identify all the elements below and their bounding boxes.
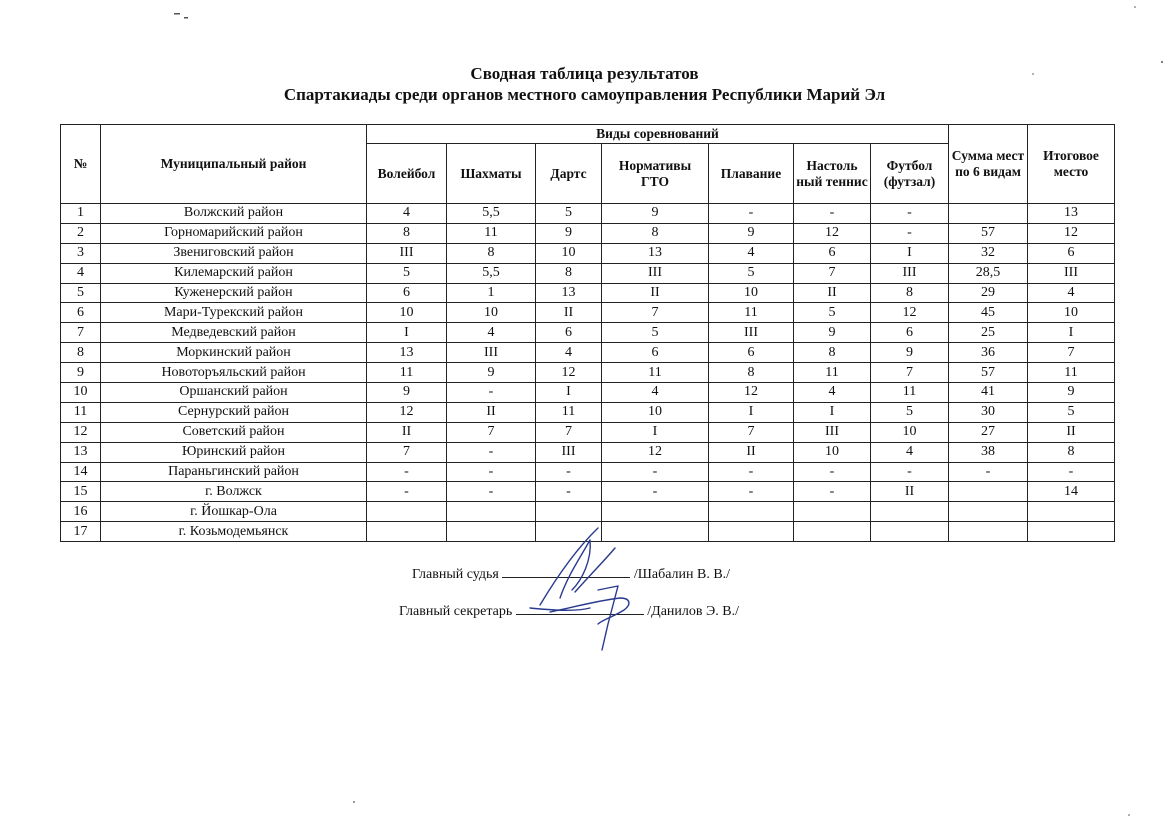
cell-chess: - (447, 482, 536, 502)
cell-swimming: - (709, 462, 794, 482)
cell-table-tennis: 12 (794, 223, 871, 243)
cell-table-tennis: - (794, 462, 871, 482)
cell-table-tennis: III (794, 422, 871, 442)
district-name: Советский район (101, 422, 367, 442)
cell-chess: 5,5 (447, 204, 536, 224)
district-name: Юринский район (101, 442, 367, 462)
cell-football: 4 (871, 442, 949, 462)
cell-darts: III (536, 442, 602, 462)
cell-swimming: 7 (709, 422, 794, 442)
cell-volleyball: 12 (367, 402, 447, 422)
cell-final-place: 6 (1028, 243, 1115, 263)
cell-darts: 6 (536, 323, 602, 343)
district-name: Звениговский район (101, 243, 367, 263)
cell-volleyball: I (367, 323, 447, 343)
cell-table-tennis: 7 (794, 263, 871, 283)
district-name: Горномарийский район (101, 223, 367, 243)
speck (174, 13, 180, 15)
cell-football: I (871, 243, 949, 263)
cell-swimming: 9 (709, 223, 794, 243)
cell-chess: 11 (447, 223, 536, 243)
district-name: Новоторъяльский район (101, 363, 367, 383)
speck (1161, 61, 1163, 63)
row-number: 2 (61, 223, 101, 243)
cell-volleyball: III (367, 243, 447, 263)
header-chess: Шахматы (447, 144, 536, 204)
cell-swimming: 8 (709, 363, 794, 383)
speck (353, 801, 355, 803)
cell-gto: 6 (602, 343, 709, 363)
cell-football: 8 (871, 283, 949, 303)
cell-football: - (871, 223, 949, 243)
cell-football: - (871, 204, 949, 224)
cell-volleyball: 13 (367, 343, 447, 363)
cell-sum: 27 (949, 422, 1028, 442)
cell-table-tennis: 4 (794, 383, 871, 403)
row-number: 15 (61, 482, 101, 502)
cell-table-tennis: 6 (794, 243, 871, 263)
row-number: 3 (61, 243, 101, 263)
cell-football: II (871, 482, 949, 502)
cell-football: 10 (871, 422, 949, 442)
cell-swimming: 12 (709, 383, 794, 403)
header-volleyball: Волейбол (367, 144, 447, 204)
cell-chess: 8 (447, 243, 536, 263)
cell-football: 6 (871, 323, 949, 343)
cell-football: III (871, 263, 949, 283)
cell-gto: I (602, 422, 709, 442)
cell-table-tennis: 9 (794, 323, 871, 343)
cell-darts: 10 (536, 243, 602, 263)
cell-darts: 7 (536, 422, 602, 442)
cell-sum: 28,5 (949, 263, 1028, 283)
cell-volleyball: - (367, 482, 447, 502)
cell-chess: 4 (447, 323, 536, 343)
cell-chess: - (447, 383, 536, 403)
cell-swimming: - (709, 482, 794, 502)
row-number: 11 (61, 402, 101, 422)
cell-sum: 30 (949, 402, 1028, 422)
cell-final-place: 13 (1028, 204, 1115, 224)
cell-chess: 5,5 (447, 263, 536, 283)
cell-final-place: 12 (1028, 223, 1115, 243)
cell-volleyball: 11 (367, 363, 447, 383)
cell-swimming: I (709, 402, 794, 422)
district-name: г. Волжск (101, 482, 367, 502)
cell-chess: 7 (447, 422, 536, 442)
cell-sum: 57 (949, 363, 1028, 383)
cell-swimming: 10 (709, 283, 794, 303)
cell-darts: 12 (536, 363, 602, 383)
cell-gto: 13 (602, 243, 709, 263)
cell-table-tennis: II (794, 283, 871, 303)
cell-final-place: 11 (1028, 363, 1115, 383)
cell-chess: 1 (447, 283, 536, 303)
cell-darts: 9 (536, 223, 602, 243)
district-name: Оршанский район (101, 383, 367, 403)
cell-chess: 10 (447, 303, 536, 323)
cell-darts: 4 (536, 343, 602, 363)
cell-gto: 5 (602, 323, 709, 343)
cell-volleyball: 6 (367, 283, 447, 303)
cell-swimming: II (709, 442, 794, 462)
cell-swimming: 4 (709, 243, 794, 263)
cell-chess: - (447, 442, 536, 462)
cell-swimming: 5 (709, 263, 794, 283)
cell-gto: II (602, 283, 709, 303)
cell-final-place: 7 (1028, 343, 1115, 363)
cell-volleyball: 4 (367, 204, 447, 224)
row-number: 4 (61, 263, 101, 283)
district-name: г. Йошкар-Ола (101, 502, 367, 522)
cell-volleyball: 7 (367, 442, 447, 462)
chief-judge-name: /Шабалин В. В./ (633, 567, 731, 582)
cell-swimming: III (709, 323, 794, 343)
row-number: 10 (61, 383, 101, 403)
cell-darts: I (536, 383, 602, 403)
cell-darts: II (536, 303, 602, 323)
speck (1128, 814, 1130, 816)
cell-sum: 32 (949, 243, 1028, 263)
chief-secretary-label: Главный секретарь (399, 604, 513, 619)
row-number: 14 (61, 462, 101, 482)
cell-volleyball: 5 (367, 263, 447, 283)
cell-gto: III (602, 263, 709, 283)
district-name: Сернурский район (101, 402, 367, 422)
cell-chess: III (447, 343, 536, 363)
row-number: 5 (61, 283, 101, 303)
chief-judge-label: Главный судья (412, 567, 499, 582)
district-name: г. Козьмодемьянск (101, 522, 367, 542)
document-title: Сводная таблица результатов (470, 64, 699, 83)
cell-swimming: 6 (709, 343, 794, 363)
cell-final-place: 4 (1028, 283, 1115, 303)
cell-volleyball: 9 (367, 383, 447, 403)
cell-darts: 11 (536, 402, 602, 422)
row-number: 16 (61, 502, 101, 522)
cell-chess: - (447, 462, 536, 482)
row-number: 8 (61, 343, 101, 363)
cell-football: 9 (871, 343, 949, 363)
cell-football: 12 (871, 303, 949, 323)
cell-final-place: I (1028, 323, 1115, 343)
district-name: Медведевский район (101, 323, 367, 343)
cell-table-tennis: I (794, 402, 871, 422)
header-football: Футбол (футзал) (871, 144, 949, 204)
chief-secretary-name: /Данилов Э. В./ (647, 604, 739, 619)
district-name: Волжский район (101, 204, 367, 224)
row-number: 9 (61, 363, 101, 383)
cell-darts: 5 (536, 204, 602, 224)
cell-swimming: 11 (709, 303, 794, 323)
cell-table-tennis: 8 (794, 343, 871, 363)
cell-final-place: 8 (1028, 442, 1115, 462)
cell-gto: - (602, 482, 709, 502)
header-final-place: Итоговое место (1028, 125, 1115, 204)
cell-darts: 8 (536, 263, 602, 283)
row-number: 13 (61, 442, 101, 462)
cell-final-place: 9 (1028, 383, 1115, 403)
cell-volleyball: 10 (367, 303, 447, 323)
cell-table-tennis: 11 (794, 363, 871, 383)
cell-final-place: - (1028, 462, 1115, 482)
district-name: Килемарский район (101, 263, 367, 283)
cell-sum: 57 (949, 223, 1028, 243)
cell-swimming: - (709, 204, 794, 224)
speck (184, 17, 188, 19)
cell-gto: - (602, 462, 709, 482)
header-sum: Сумма мест по 6 видам (949, 125, 1028, 204)
cell-sum: 45 (949, 303, 1028, 323)
cell-volleyball: - (367, 462, 447, 482)
cell-sum: - (949, 462, 1028, 482)
cell-sum: 41 (949, 383, 1028, 403)
cell-gto: 11 (602, 363, 709, 383)
district-name: Параньгинский район (101, 462, 367, 482)
cell-table-tennis: 10 (794, 442, 871, 462)
cell-volleyball: II (367, 422, 447, 442)
cell-gto: 9 (602, 204, 709, 224)
header-district: Муниципальный район (101, 125, 367, 204)
district-name: Куженерский район (101, 283, 367, 303)
cell-sum: 25 (949, 323, 1028, 343)
district-name: Мари-Турекский район (101, 303, 367, 323)
cell-volleyball: 8 (367, 223, 447, 243)
cell-darts: - (536, 462, 602, 482)
cell-final-place: 14 (1028, 482, 1115, 502)
cell-chess: 9 (447, 363, 536, 383)
cell-football: 7 (871, 363, 949, 383)
row-number: 12 (61, 422, 101, 442)
cell-final-place: 5 (1028, 402, 1115, 422)
row-number: 6 (61, 303, 101, 323)
cell-darts: 13 (536, 283, 602, 303)
cell-chess: II (447, 402, 536, 422)
cell-sum: 36 (949, 343, 1028, 363)
header-darts: Дартс (536, 144, 602, 204)
cell-gto: 10 (602, 402, 709, 422)
row-number: 17 (61, 522, 101, 542)
cell-football: - (871, 462, 949, 482)
cell-sum: 29 (949, 283, 1028, 303)
document-subtitle: Спартакиады среди органов местного самоуправления Республики Марий Эл (283, 85, 886, 104)
header-competitions: Виды соревнований (367, 125, 949, 144)
row-number: 7 (61, 323, 101, 343)
cell-final-place: 10 (1028, 303, 1115, 323)
cell-darts: - (536, 482, 602, 502)
header-gto: Нормативы ГТО (602, 144, 709, 204)
cell-football: 11 (871, 383, 949, 403)
speck (1032, 73, 1034, 75)
district-name: Моркинский район (101, 343, 367, 363)
cell-gto: 7 (602, 303, 709, 323)
header-swimming: Плавание (709, 144, 794, 204)
header-number: № (61, 125, 101, 204)
cell-table-tennis: - (794, 204, 871, 224)
cell-table-tennis: - (794, 482, 871, 502)
cell-final-place: II (1028, 422, 1115, 442)
cell-gto: 8 (602, 223, 709, 243)
speck (1134, 6, 1136, 8)
cell-gto: 4 (602, 383, 709, 403)
header-table-tennis: Настоль ный теннис (794, 144, 871, 204)
row-number: 1 (61, 204, 101, 224)
cell-table-tennis: 5 (794, 303, 871, 323)
cell-gto: 12 (602, 442, 709, 462)
cell-football: 5 (871, 402, 949, 422)
cell-sum: 38 (949, 442, 1028, 462)
cell-final-place: III (1028, 263, 1115, 283)
